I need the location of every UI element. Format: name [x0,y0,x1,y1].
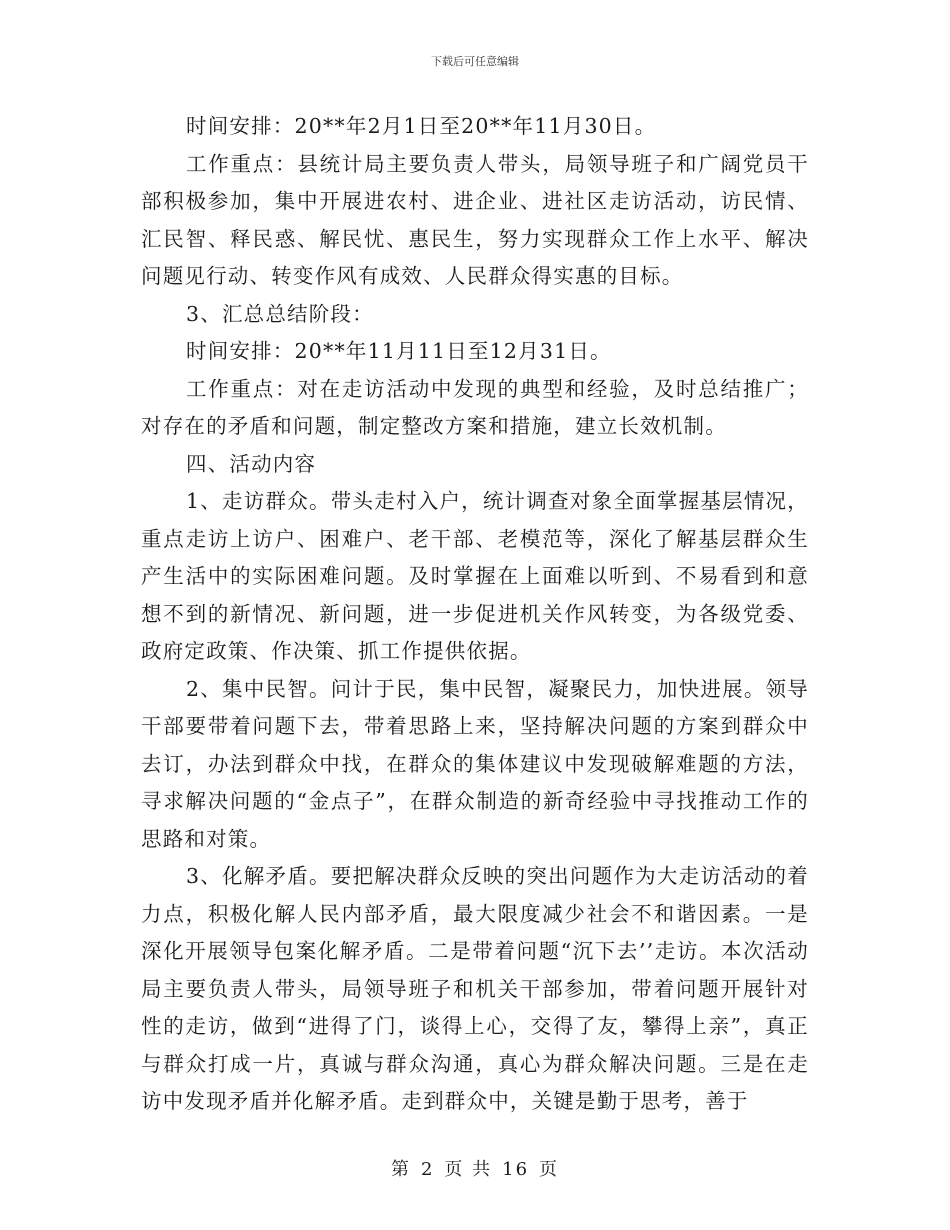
paragraph-focus-phase3: 工作重点：对在走访活动中发现的典型和经验，及时总结推广；对存在的矛盾和问题，制定整改方案和措施，建立长效机制。 [141,376,809,438]
footer-prefix: 第 [390,1159,411,1180]
paragraph-gather-wisdom: 2、集中民智。问计于民，集中民智，凝聚民力，加快进展。领导干部要带着问题下去，带着思路上来，坚持解决问题的方案到群众中去订，办法到群众中找，在群众的集体建议中发现破解难题的方法，寻求解决问题的“金点子”，在群众制造的新奇经验中寻找推动工作的思路和对策。 [141,676,809,851]
paragraph-focus-phase2: 工作重点：县统计局主要负责人带头，局领导班子和广阔党员干部积极参加，集中开展进农村、进企业、进社区走访活动，访民情、汇民智、释民惑、解民忧、惠民生，努力实现群众工作上水平、解决问题见行动、转变作风有成效、人民群众得实惠的目标。 [141,151,809,288]
paragraph-phase3-heading: 3、汇总总结阶段： [186,301,374,326]
footer-suffix: 页 [539,1159,560,1180]
page-footer [0,1155,950,1181]
paragraph-schedule-phase3: 时间安排：20**年11月11日至12月31日。 [186,339,612,363]
document-body [141,108,809,1121]
paragraph-resolve-conflicts: 3、化解矛盾。要把解决群众反映的突出问题作为大走访活动的着力点，积极化解人民内部矛盾，最大限度减少社会不和谐因素。一是深化开展领导包案化解矛盾。二是带着问题“沉下去’’走访。本次活动局主要负责人带头，局领导班子和机关干部参加，带着问题开展针对性的走访，做到“进得了门，谈得上心，交得了友，攀得上亲”，真正与群众打成一片，真诚与群众沟通，真心为群众解决问题。三是在走访中发现矛盾并化解矛盾。走到群众中，关键是勤于思考，善于 [141,864,809,1113]
footer-middle: 页 共 [444,1159,493,1180]
footer-total-pages: 16 [502,1159,530,1180]
paragraph-schedule-phase2: 时间安排：20**年2月1日至20**年11月30日。 [186,114,657,138]
header-note: 下载后可任意编辑 [431,55,519,68]
footer-page-number: 2 [420,1159,435,1180]
paragraph-visit-masses: 1、走访群众。带头走村入户，统计调查对象全面掌握基层情况，重点走访上访户、困难户、老干部、老模范等，深化了解基层群众生产生活中的实际困难问题。及时掌握在上面难以听到、不易看到和意想不到的新情况、新问题，进一步促进机关作风转变，为各级党委、政府定政策、作决策、抓工作提供依据。 [141,489,809,663]
section-heading-activities: 四、活动内容 [186,451,317,476]
